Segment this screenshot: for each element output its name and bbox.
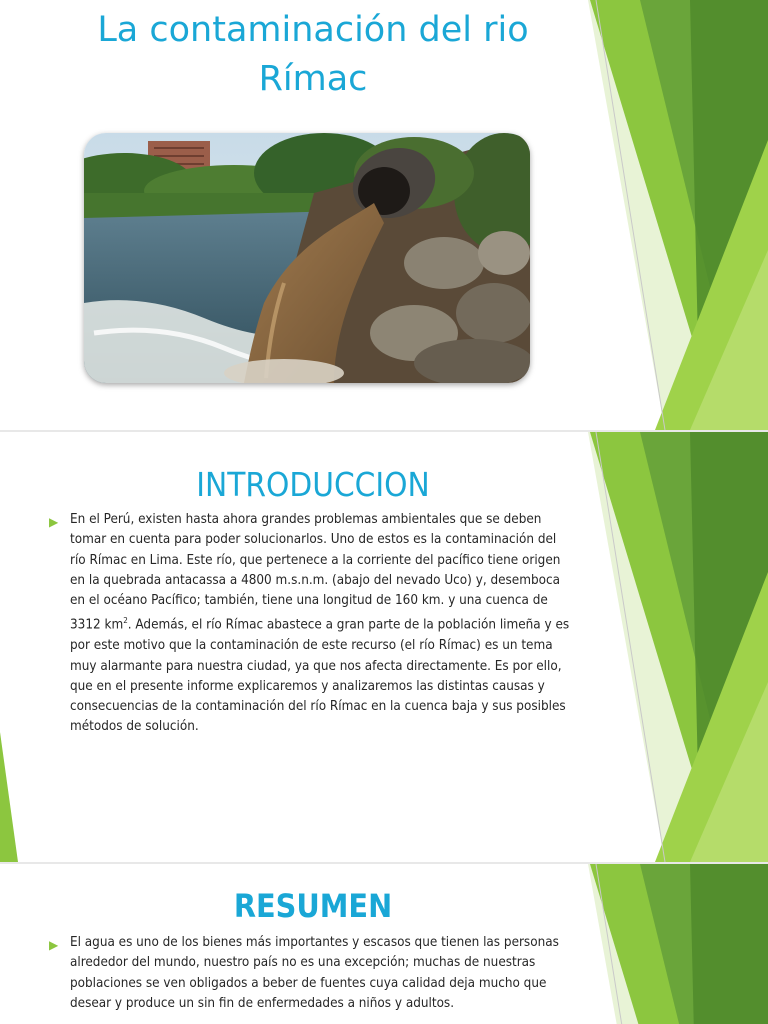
slide-resumen (0, 864, 768, 1024)
triangle-bullet-icon: ▶ (49, 515, 59, 529)
section-heading: RESUMEN (233, 887, 393, 925)
slide-title (0, 0, 768, 430)
rio-rimac-pipe-discharge-photo (84, 133, 530, 383)
slide-introduccion (0, 432, 768, 862)
introduction-paragraph (70, 510, 570, 738)
intro-text-part1: En el Perú, existen hasta ahora grandes problemas ambientales que se deben tomar en cuenta para poder solucionarlos. Uno de estos es la contaminación del río Rímac en Lima. Este río, que pertenece a la corriente del pacífico tiene origen en la quebrada antacassa a 4800 m.s.n.m. (abajo del nevado Uco) y, desemboca en el océano Pacífico; también, tiene una longitud de 160 km. y una cuenca de 3312 km (70, 512, 561, 633)
intro-text-part2: . Además, el río Rímac abastece a gran parte de la población limeña y es por este motivo que la contaminación de este recurso (el río Rímac) es un tema muy alarmante para nuestra ciudad, ya que nos afecta directamente. Es por ello, que en el presente informe explicaremos y analizaremos las distintas causas y consecuencias de la contaminación del río Rímac en la cuenca baja y sus posibles métodos de solución. (70, 617, 570, 735)
km2-superscript: 2 (123, 616, 128, 626)
triangle-bullet-icon: ▶ (49, 938, 59, 952)
slide-title-text: La contaminación del rio Rímac (97, 10, 529, 99)
section-heading: INTRODUCCION (196, 465, 430, 504)
resumen-paragraph: El agua es uno de los bienes más importantes y escasos que tienen las personas alrededor del mundo, nuestro país no es una excepción; muchas de nuestras poblaciones se ven obligados a beber de fuentes cuya calidad deja mucho que desear y produce un sin fin de enfermedades a niños y adultos. (70, 935, 559, 1011)
